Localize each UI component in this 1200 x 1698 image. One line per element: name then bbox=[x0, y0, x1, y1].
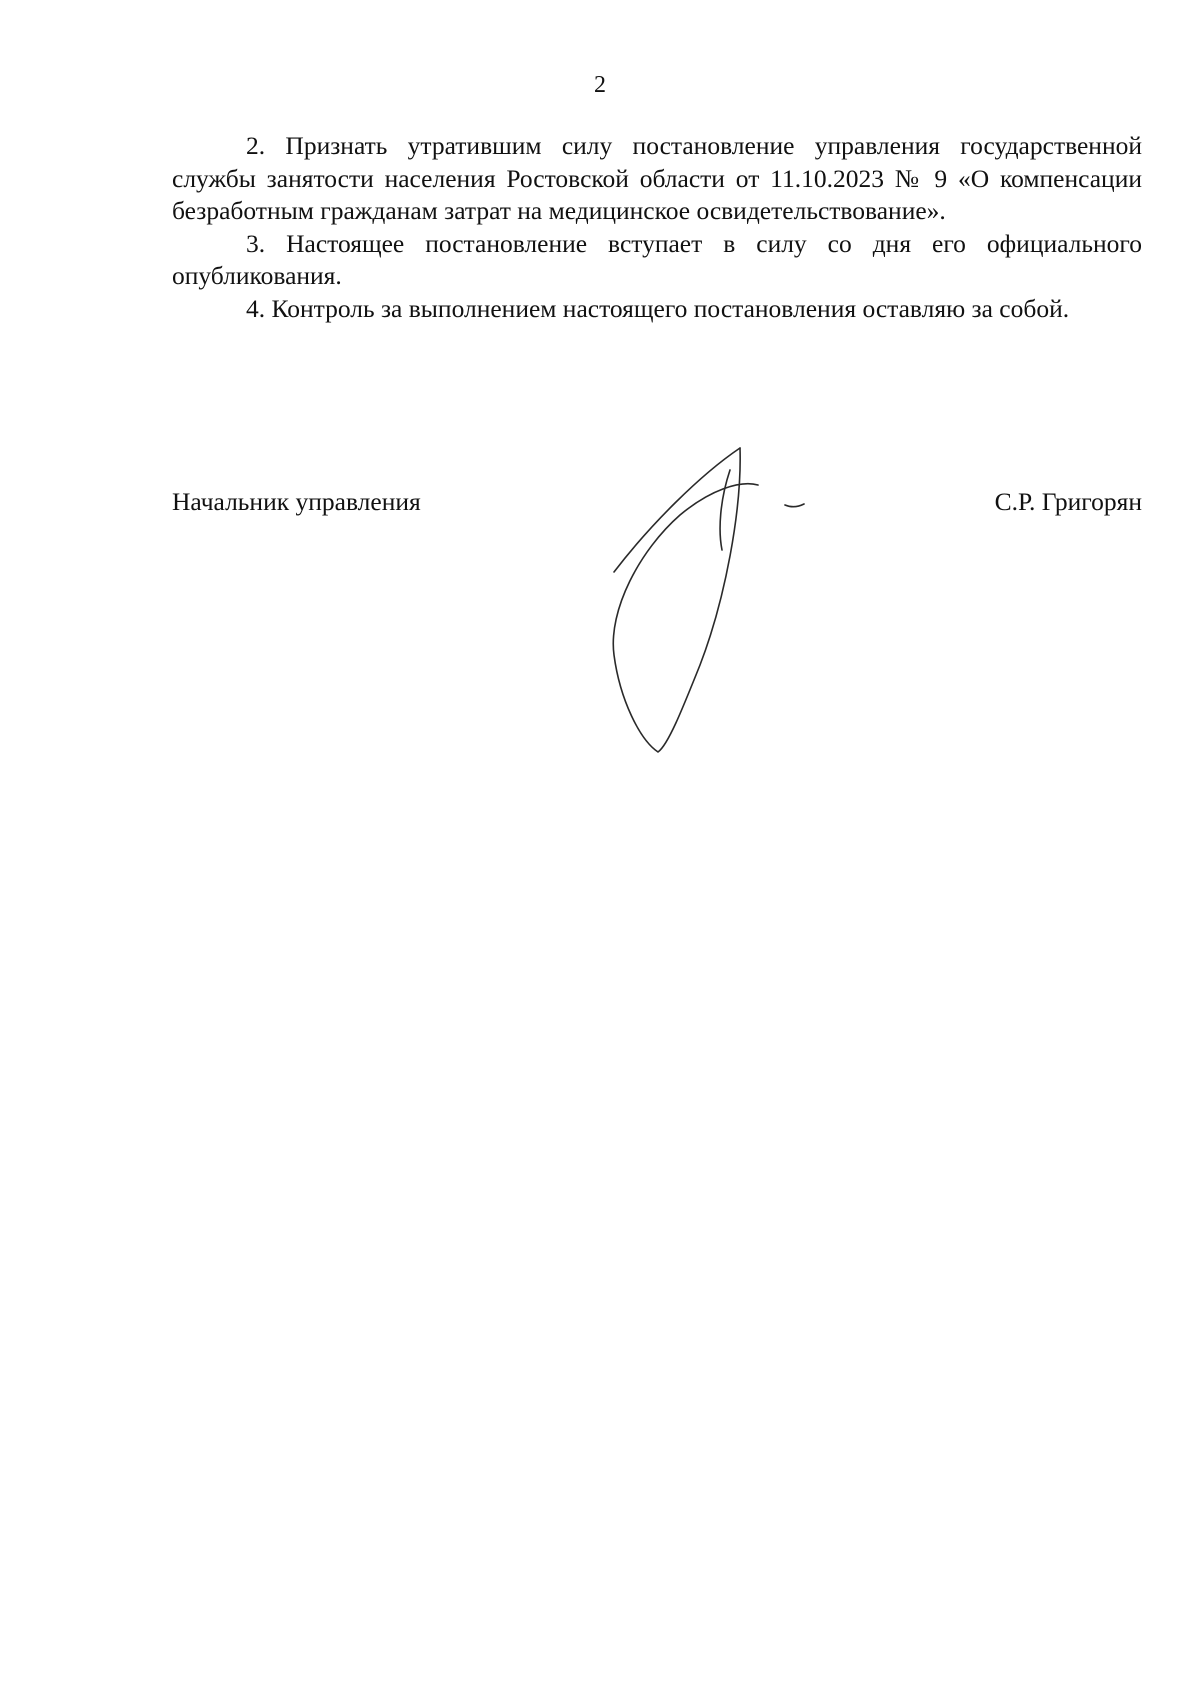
paragraph-2: 2. Признать утратившим силу постановление управления государственной службы занятости населения Ростовской области от 11.10.2023 № 9 «О компенсации безработным гражданам затрат на медицинское освидетельствование». bbox=[172, 131, 1142, 225]
signer-name: С.Р. Григорян bbox=[994, 487, 1142, 516]
signer-title: Начальник управления bbox=[172, 487, 421, 516]
handwritten-signature bbox=[600, 440, 840, 760]
paragraph-4: 4. Контроль за выполнением настоящего постановления оставляю за собой. bbox=[246, 293, 1070, 323]
body-text bbox=[172, 130, 1142, 325]
paragraph-3: 3. Настоящее постановление вступает в силу со дня его официального опубликования. bbox=[172, 228, 1142, 290]
page-number: 2 bbox=[594, 72, 606, 98]
